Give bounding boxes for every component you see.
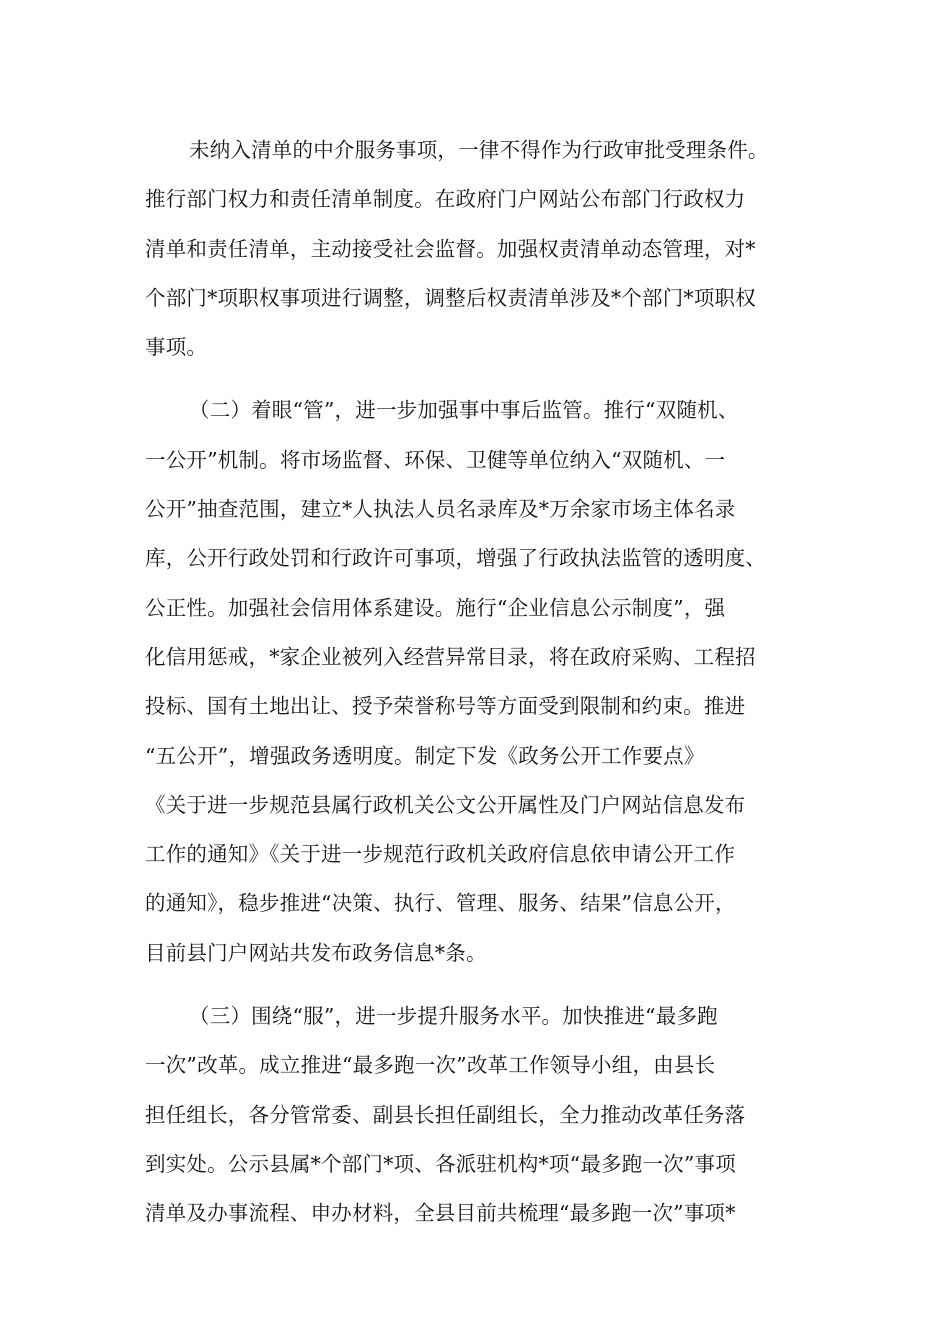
text-line: 公正性。加强社会信用体系建设。施行“企业信息公示制度”，强 [145, 595, 726, 620]
text-line: 的通知》，稳步推进“决策、执行、管理、服务、结果”信息公开， [145, 891, 736, 916]
paragraph-intermediary-services [145, 126, 825, 372]
text-line: （二）着眼“管”，进一步加强事中事后监管。推行“双随机、 [189, 398, 739, 423]
text-line: 事项。 [145, 335, 208, 360]
text-line: “五公开”，增强政务透明度。制定下发《政务公开工作要点》 [145, 743, 705, 768]
text-line: 一次”改革。成立推进“最多跑一次”改革工作领导小组，由县长 [145, 1053, 716, 1078]
text-line: （三）围绕“服”，进一步提升服务水平。加快推进“最多跑 [189, 1004, 718, 1029]
text-line: 到实处。公示县属*个部门*项、各派驻机构*项“最多跑一次”事项 [145, 1151, 736, 1176]
text-line: 目前县门户网站共发布政务信息*条。 [145, 940, 487, 965]
text-line: 《关于进一步规范县属行政机关公文公开属性及门户网站信息发布 [145, 792, 746, 817]
text-line: 清单和责任清单，主动接受社会监督。加强权责清单动态管理，对* [145, 236, 756, 261]
text-line: 公开”抽查范围，建立*人执法人员名录库及*万余家市场主体名录 [145, 497, 736, 522]
document-body [145, 126, 825, 1239]
text-line: 个部门*项职权事项进行调整，调整后权责清单涉及*个部门*项职权 [145, 285, 756, 310]
text-line: 一公开”机制。将市场监督、环保、卫健等单位纳入“双随机、一 [145, 447, 726, 472]
text-line: 推行部门权力和责任清单制度。在政府门户网站公布部门行政权力 [145, 187, 746, 212]
text-line: 工作的通知》《关于进一步规范行政机关政府信息依申请公开工作 [145, 842, 736, 867]
paragraph-supervision [145, 386, 825, 978]
text-line: 未纳入清单的中介服务事项，一律不得作为行政审批受理条件。 [189, 138, 769, 162]
text-line: 投标、国有土地出让、授予荣誉称号等方面受到限制和约束。推进 [145, 694, 746, 719]
text-line: 担任组长，各分管常委、副县长担任副组长，全力推动改革任务落 [145, 1102, 746, 1127]
text-line: 清单及办事流程、申办材料，全县目前共梳理“最多跑一次”事项* [145, 1201, 736, 1226]
text-line: 库，公开行政处罚和行政许可事项，增强了行政执法监管的透明度、 [145, 546, 766, 571]
paragraph-services [145, 992, 825, 1238]
text-line: 化信用惩戒，*家企业被列入经营异常目录，将在政府采购、工程招 [145, 644, 756, 669]
